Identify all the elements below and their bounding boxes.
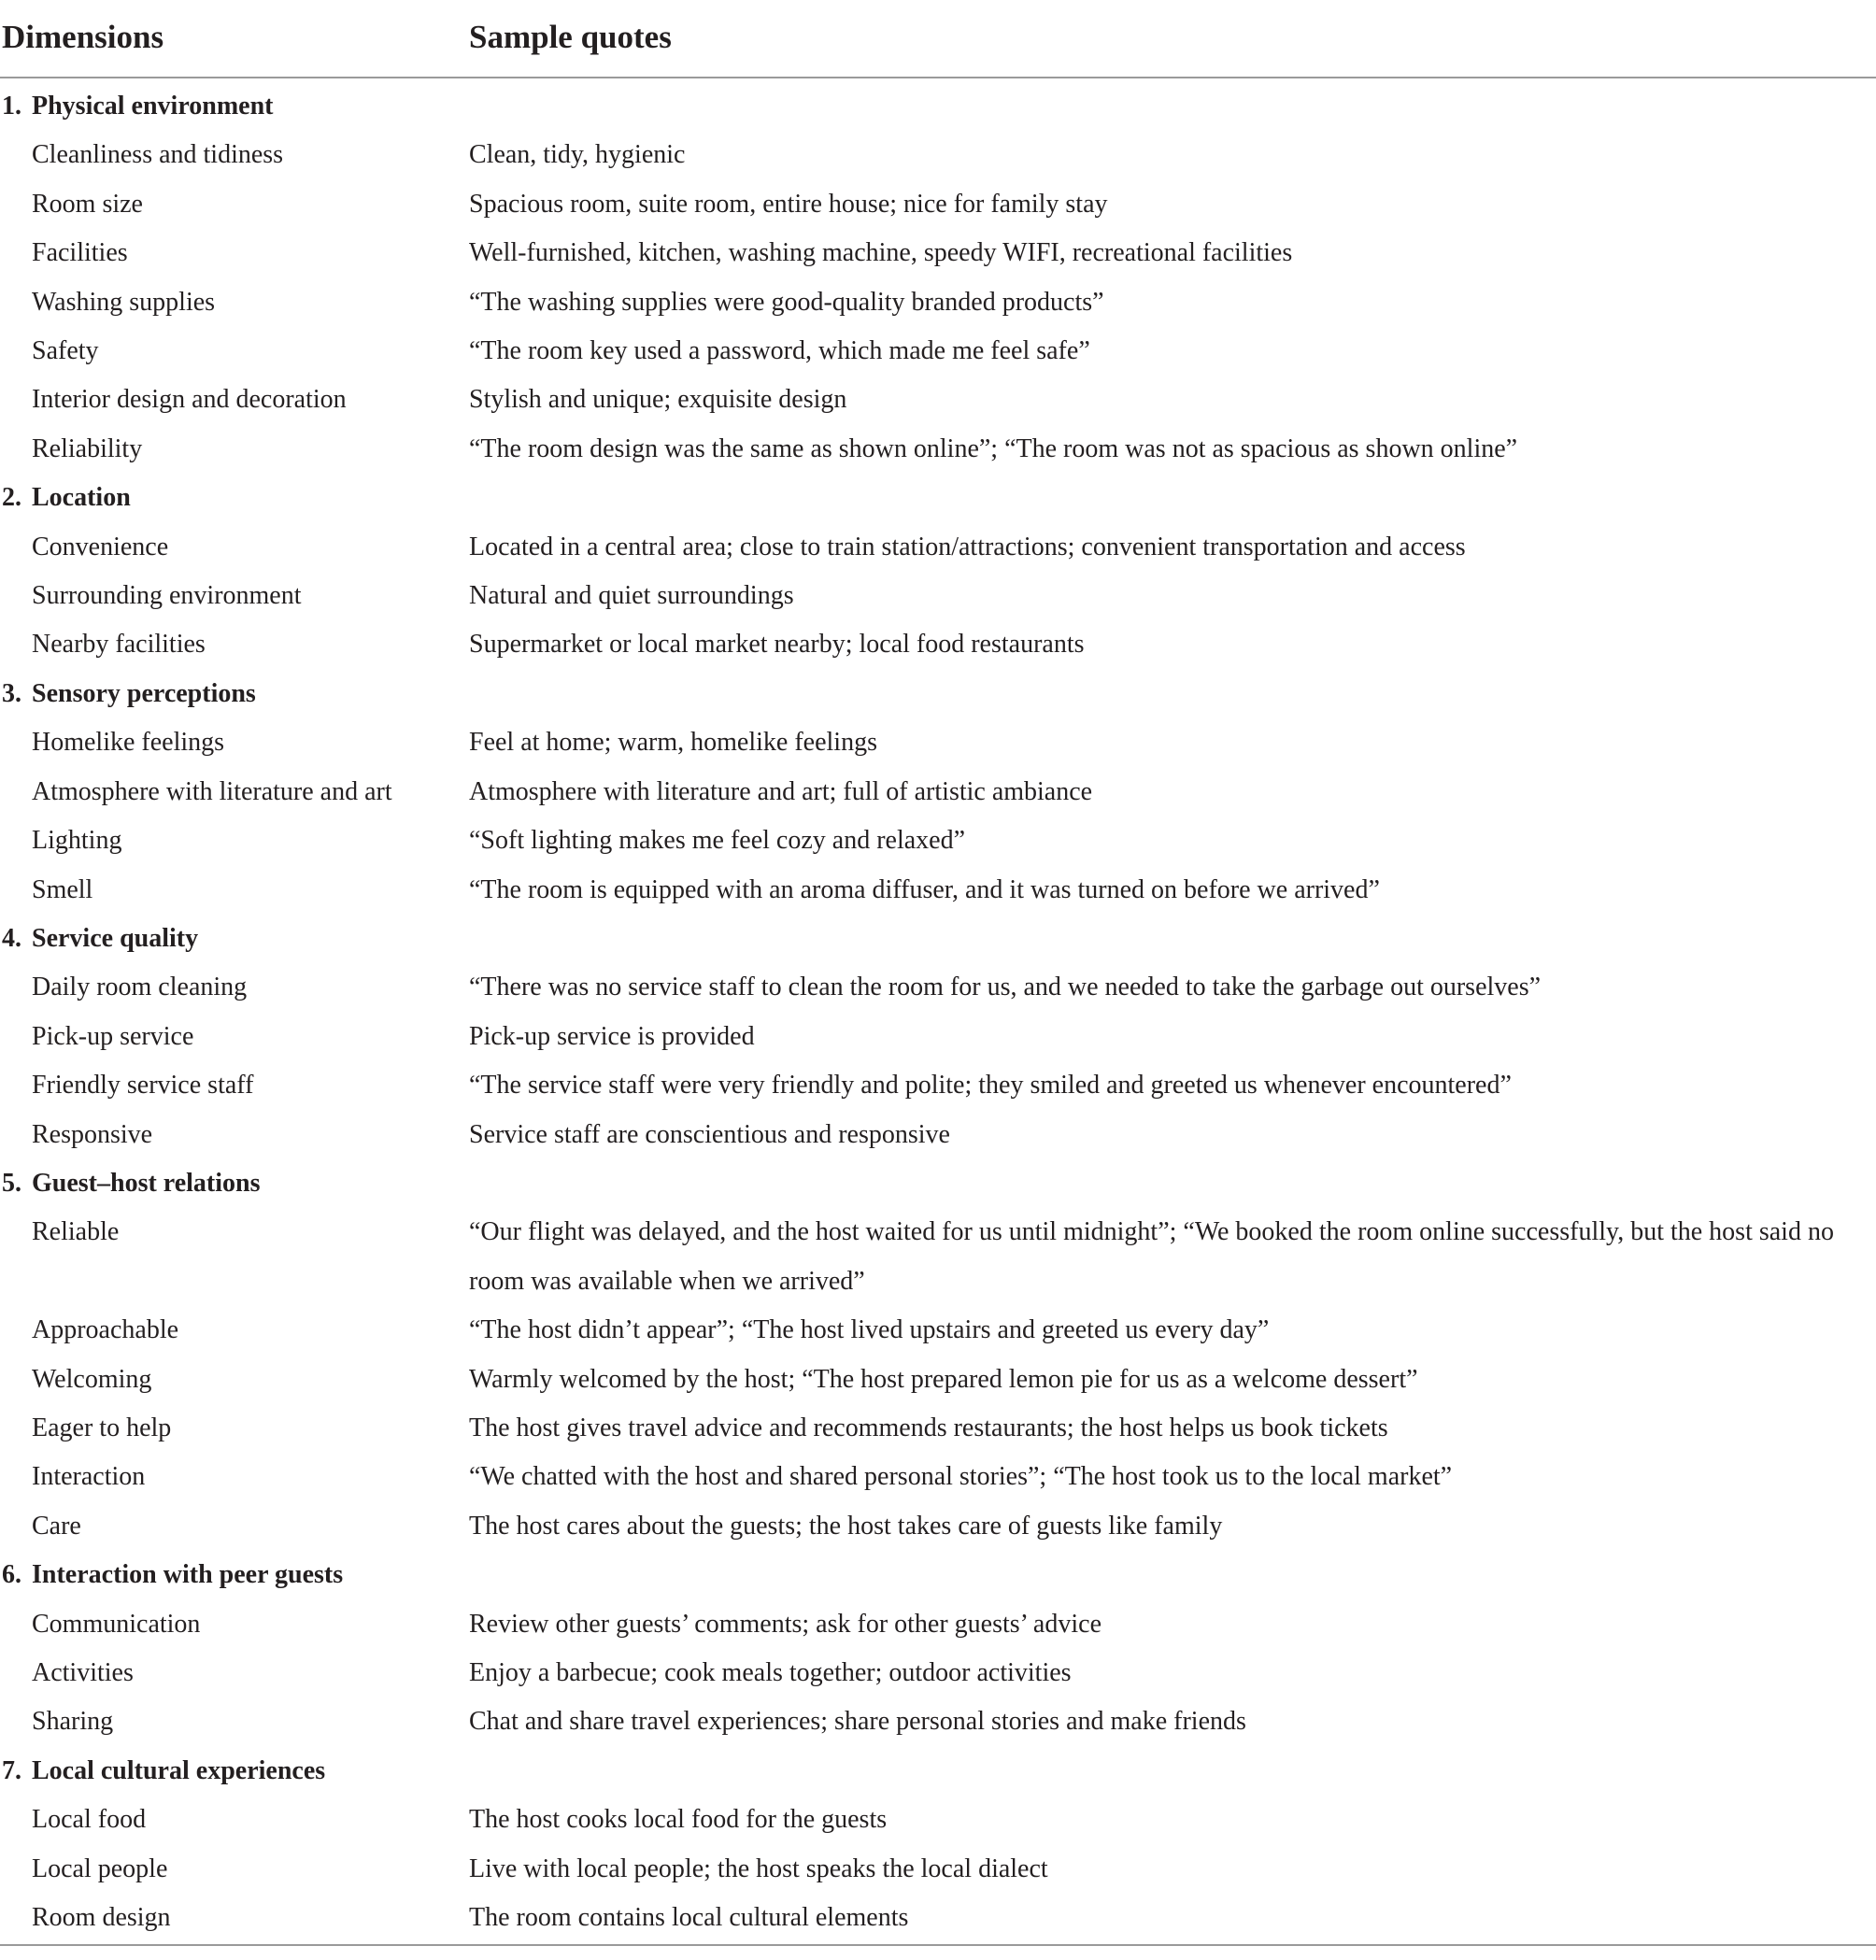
quote-cell: Service staff are conscientious and responsive	[469, 1119, 950, 1149]
dimension-cell: Lighting	[32, 826, 122, 856]
header-sample-quotes: Sample quotes	[469, 19, 672, 55]
quote-cell: “The room key used a password, which made me feel safe”	[469, 336, 1090, 366]
dimension-cell: Room design	[32, 1903, 171, 1933]
dimension-cell: Daily room cleaning	[32, 973, 248, 1002]
quote-cell: Review other guests’ comments; ask for other guests’ advice	[469, 1609, 1101, 1639]
table-bottom-rule	[0, 1944, 1876, 1946]
table-row	[0, 620, 1876, 669]
quote-cell: “The host didn’t appear”; “The host lived upstairs and greeted us every day”	[469, 1315, 1270, 1345]
section-title-text: Physical environment	[32, 92, 274, 121]
section-row	[0, 915, 1876, 963]
quote-cell: Well-furnished, kitchen, washing machine, speedy WIFI, recreational facilities	[469, 238, 1293, 268]
dimension-cell: Communication	[32, 1609, 201, 1639]
section-row	[0, 1747, 1876, 1796]
section-number: 3.	[2, 678, 21, 708]
dimension-cell: Room size	[32, 189, 143, 219]
quote-cell: The host gives travel advice and recommends restaurants; the host helps us book tickets	[469, 1413, 1388, 1442]
quote-cell: Pick-up service is provided	[469, 1021, 755, 1051]
section-row	[0, 82, 1876, 131]
dimension-cell: Local food	[32, 1805, 147, 1835]
dimension-cell: Facilities	[32, 238, 128, 268]
section-title-text: Location	[32, 483, 131, 513]
section-title	[2, 474, 843, 522]
table-row	[0, 1111, 1876, 1159]
table-row	[0, 1061, 1876, 1110]
dimension-cell: Welcoming	[32, 1364, 152, 1394]
table-row	[0, 1013, 1876, 1061]
quote-cell: Live with local people; the host speaks the local dialect	[469, 1853, 1048, 1883]
quote-cell: Chat and share travel experiences; share personal stories and make friends	[469, 1707, 1246, 1737]
quote-cell: Warmly welcomed by the host; “The host prepared lemon pie for us as a welcome dessert”	[469, 1364, 1418, 1394]
quote-cell: The host cooks local food for the guests	[469, 1805, 888, 1835]
table-row	[0, 1453, 1876, 1501]
quote-cell: Supermarket or local market nearby; local food restaurants	[469, 630, 1085, 660]
section-number: 7.	[2, 1755, 21, 1785]
table-row	[0, 768, 1876, 817]
dimension-cell: Cleanliness and tidiness	[32, 140, 284, 170]
table-row	[0, 1894, 1876, 1942]
table-row	[0, 229, 1876, 277]
dimension-cell: Washing supplies	[32, 287, 216, 317]
section-title-text: Sensory perceptions	[32, 678, 256, 708]
section-title	[2, 1159, 843, 1208]
quote-cell: Clean, tidy, hygienic	[469, 140, 686, 170]
section-row	[0, 1159, 1876, 1208]
quote-cell: “Our flight was delayed, and the host waited for us until midnight”; “We booked the room online successfully, but the host said no room was available when we arrived”	[469, 1217, 1834, 1296]
quote-cell: Natural and quiet surroundings	[469, 581, 794, 611]
section-number: 1.	[2, 92, 21, 121]
table-body	[0, 78, 1876, 1942]
quote-cell: “Soft lighting makes me feel cozy and relaxed”	[469, 826, 966, 856]
section-title	[2, 82, 843, 131]
table-row	[0, 327, 1876, 376]
quote-cell: “The room is equipped with an aroma diffuser, and it was turned on before we arrived”	[469, 874, 1380, 904]
table-row	[0, 1502, 1876, 1551]
table-row	[0, 1208, 1876, 1306]
table-row	[0, 523, 1876, 572]
dimension-cell: Homelike feelings	[32, 728, 225, 758]
table-header	[0, 0, 1876, 78]
table-row	[0, 131, 1876, 179]
section-title	[2, 1551, 843, 1599]
table-row	[0, 1404, 1876, 1453]
quote-cell: Enjoy a barbecue; cook meals together; outdoor activities	[469, 1658, 1072, 1687]
dimension-cell: Sharing	[32, 1707, 114, 1737]
quote-cell: Atmosphere with literature and art; full of artistic ambiance	[469, 776, 1093, 806]
table-row	[0, 425, 1876, 474]
table-row	[0, 278, 1876, 327]
table-row	[0, 963, 1876, 1012]
table-row	[0, 376, 1876, 424]
table-row	[0, 817, 1876, 865]
dimension-cell: Local people	[32, 1853, 168, 1883]
table-row	[0, 1600, 1876, 1649]
quote-cell: Located in a central area; close to train station/attractions; convenient transportation and access	[469, 532, 1466, 561]
section-row	[0, 1551, 1876, 1599]
section-title-text: Interaction with peer guests	[32, 1560, 344, 1590]
table-row	[0, 1796, 1876, 1844]
quote-cell: The room contains local cultural elements	[469, 1903, 909, 1933]
table-row	[0, 866, 1876, 915]
dimension-cell: Interior design and decoration	[32, 385, 347, 415]
dimension-cell: Care	[32, 1511, 81, 1541]
section-title	[2, 915, 843, 963]
dimension-cell: Convenience	[32, 532, 169, 561]
dimension-cell: Approachable	[32, 1315, 179, 1345]
dimension-cell: Safety	[32, 336, 99, 366]
dimension-cell: Friendly service staff	[32, 1071, 254, 1101]
table-row	[0, 1306, 1876, 1355]
quote-cell: Spacious room, suite room, entire house; nice for family stay	[469, 189, 1108, 219]
dimension-cell: Surrounding environment	[32, 581, 302, 611]
table-row	[0, 572, 1876, 620]
dimension-cell: Nearby facilities	[32, 630, 206, 660]
dimension-cell: Reliable	[32, 1217, 120, 1247]
quote-cell: Feel at home; warm, homelike feelings	[469, 728, 877, 758]
dimension-cell: Reliability	[32, 433, 143, 463]
section-row	[0, 474, 1876, 522]
section-number: 6.	[2, 1560, 21, 1590]
section-title-text: Local cultural experiences	[32, 1755, 326, 1785]
dimension-cell: Responsive	[32, 1119, 153, 1149]
dimension-cell: Interaction	[32, 1462, 146, 1492]
quote-cell: “There was no service staff to clean the room for us, and we needed to take the garbage out ourselves”	[469, 973, 1542, 1002]
section-title	[2, 670, 843, 718]
section-number: 5.	[2, 1168, 21, 1198]
quote-cell: “The service staff were very friendly and polite; they smiled and greeted us whenever encountered”	[469, 1071, 1512, 1101]
section-row	[0, 670, 1876, 718]
section-title-text: Service quality	[32, 923, 199, 953]
dimension-cell: Atmosphere with literature and art	[32, 776, 392, 806]
table-row	[0, 1356, 1876, 1404]
table-row	[0, 718, 1876, 767]
section-number: 2.	[2, 483, 21, 513]
header-dimensions: Dimensions	[2, 19, 164, 55]
dimension-cell: Activities	[32, 1658, 134, 1687]
quote-cell: The host cares about the guests; the host takes care of guests like family	[469, 1511, 1223, 1541]
table-row	[0, 1845, 1876, 1894]
dimension-cell: Smell	[32, 874, 93, 904]
table-row	[0, 1697, 1876, 1746]
dimension-cell: Pick-up service	[32, 1021, 194, 1051]
table-row	[0, 180, 1876, 229]
section-title	[2, 1747, 843, 1796]
section-title-text: Guest–host relations	[32, 1168, 261, 1198]
quote-cell: “The room design was the same as shown online”; “The room was not as spacious as shown online”	[469, 433, 1518, 463]
quote-cell: Stylish and unique; exquisite design	[469, 385, 847, 415]
table-row	[0, 1649, 1876, 1697]
section-number: 4.	[2, 923, 21, 953]
quote-cell: “We chatted with the host and shared personal stories”; “The host took us to the local market”	[469, 1462, 1453, 1492]
quote-cell: “The washing supplies were good-quality branded products”	[469, 287, 1104, 317]
dimension-cell: Eager to help	[32, 1413, 172, 1442]
